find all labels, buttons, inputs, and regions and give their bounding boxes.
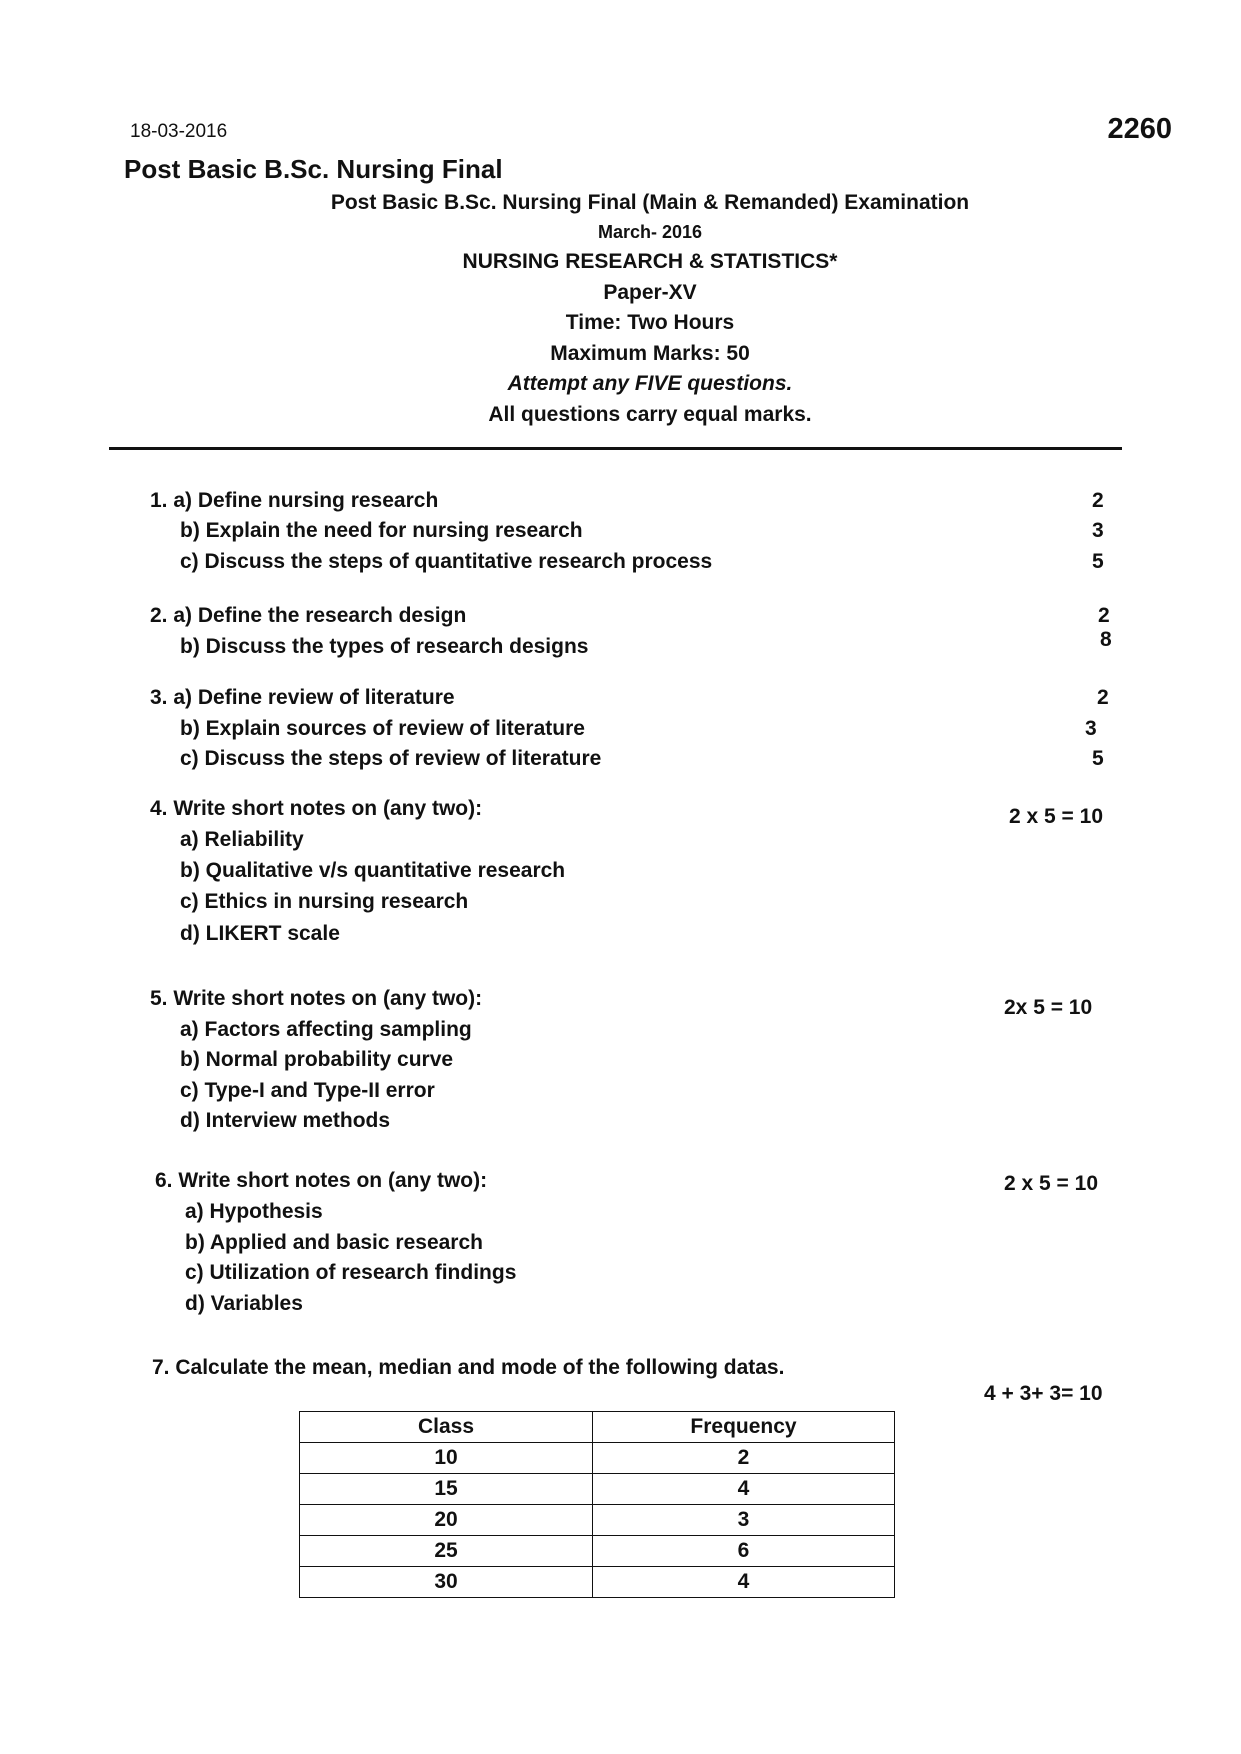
question-6-item: b) Applied and basic research xyxy=(185,1231,483,1254)
question-7-stem: 7. Calculate the mean, median and mode of the following datas. xyxy=(152,1356,785,1379)
question-2a: 2. a) Define the research design xyxy=(150,604,467,627)
table-cell-frequency: 4 xyxy=(593,1567,895,1598)
question-3b-marks: 3 xyxy=(1085,717,1097,740)
instruction-attempt: Attempt any FIVE questions. xyxy=(507,372,793,395)
question-1a-marks: 2 xyxy=(1092,489,1104,512)
question-5-item: a) Factors affecting sampling xyxy=(180,1018,472,1041)
exam-session: March- 2016 xyxy=(597,222,703,242)
table-header-class: Class xyxy=(300,1412,593,1443)
frequency-table xyxy=(299,1411,895,1598)
header-divider xyxy=(109,447,1122,450)
question-6-item: a) Hypothesis xyxy=(185,1200,323,1223)
table-row xyxy=(300,1505,895,1536)
question-4-item: d) LIKERT scale xyxy=(180,922,340,945)
table-cell-class: 20 xyxy=(300,1505,593,1536)
question-6-item: d) Variables xyxy=(185,1292,303,1315)
question-5-item: b) Normal probability curve xyxy=(180,1048,454,1071)
question-4-marks: 2 x 5 = 10 xyxy=(1009,805,1103,828)
question-2b-marks: 8 xyxy=(1100,628,1112,651)
question-6-stem: 6. Write short notes on (any two): xyxy=(155,1169,488,1192)
question-1a: 1. a) Define nursing research xyxy=(150,489,439,512)
table-cell-class: 25 xyxy=(300,1536,593,1567)
question-5-stem: 5. Write short notes on (any two): xyxy=(150,987,483,1010)
table-row xyxy=(300,1474,895,1505)
question-1b-marks: 3 xyxy=(1092,519,1104,542)
question-3a: 3. a) Define review of literature xyxy=(150,686,455,709)
question-3b: b) Explain sources of review of literature xyxy=(180,717,585,740)
table-row xyxy=(300,1536,895,1567)
question-4-item: a) Reliability xyxy=(180,828,304,851)
table-cell-frequency: 4 xyxy=(593,1474,895,1505)
exam-date: 18-03-2016 xyxy=(130,121,228,142)
question-7-marks: 4 + 3+ 3= 10 xyxy=(984,1382,1103,1405)
question-3a-marks: 2 xyxy=(1097,686,1109,709)
table-cell-frequency: 3 xyxy=(593,1505,895,1536)
question-1b: b) Explain the need for nursing research xyxy=(180,519,583,542)
question-2a-marks: 2 xyxy=(1098,604,1110,627)
table-header-frequency: Frequency xyxy=(593,1412,895,1443)
table-row xyxy=(300,1443,895,1474)
instruction-equal-marks: All questions carry equal marks. xyxy=(488,403,812,426)
table-header-row xyxy=(300,1412,895,1443)
exam-name: Post Basic B.Sc. Nursing Final (Main & Remanded) Examination xyxy=(330,191,970,214)
table-cell-class: 30 xyxy=(300,1567,593,1598)
question-3c: c) Discuss the steps of review of literature xyxy=(180,747,602,770)
question-4-item: b) Qualitative v/s quantitative research xyxy=(180,859,566,882)
question-5-item: d) Interview methods xyxy=(180,1109,391,1132)
subject-name: NURSING RESEARCH & STATISTICS* xyxy=(462,250,838,273)
table-row xyxy=(300,1567,895,1598)
question-4-stem: 4. Write short notes on (any two): xyxy=(150,797,483,820)
question-1c-marks: 5 xyxy=(1092,550,1104,573)
paper-code: 2260 xyxy=(1107,113,1172,145)
question-6-item: c) Utilization of research findings xyxy=(185,1261,517,1284)
maximum-marks: Maximum Marks: 50 xyxy=(550,342,750,365)
paper-number: Paper-XV xyxy=(603,281,697,304)
question-5-item: c) Type-I and Type-II error xyxy=(180,1079,435,1102)
question-4-item: c) Ethics in nursing research xyxy=(180,890,469,913)
question-3c-marks: 5 xyxy=(1092,747,1104,770)
document-title: Post Basic B.Sc. Nursing Final xyxy=(124,154,503,184)
question-6-marks: 2 x 5 = 10 xyxy=(1004,1172,1098,1195)
table-cell-frequency: 2 xyxy=(593,1443,895,1474)
question-1c: c) Discuss the steps of quantitative research process xyxy=(180,550,713,573)
question-5-marks: 2x 5 = 10 xyxy=(1004,996,1093,1019)
table-cell-frequency: 6 xyxy=(593,1536,895,1567)
question-2b: b) Discuss the types of research designs xyxy=(180,635,589,658)
table-cell-class: 15 xyxy=(300,1474,593,1505)
table-cell-class: 10 xyxy=(300,1443,593,1474)
exam-time: Time: Two Hours xyxy=(565,311,735,334)
